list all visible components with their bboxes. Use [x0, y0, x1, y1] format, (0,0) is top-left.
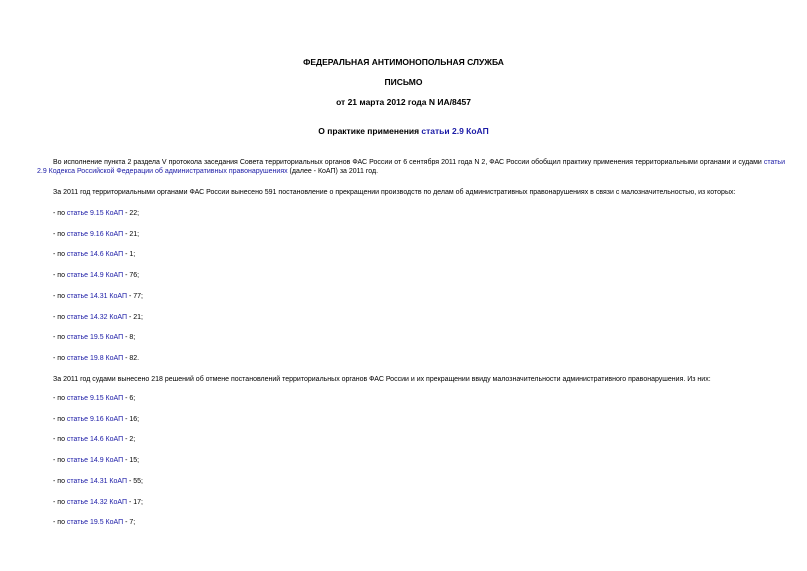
article-link[interactable]: статье 14.31 КоАП	[66, 477, 128, 485]
list-item	[53, 292, 143, 301]
list-item-prefix: - по	[53, 334, 67, 342]
article-link[interactable]: статье 14.31 КоАП	[66, 292, 128, 300]
list-item-prefix: - по	[53, 251, 67, 259]
list-item-count: - 77;	[127, 292, 143, 300]
list-item	[53, 354, 139, 363]
list-item	[53, 518, 135, 527]
article-link[interactable]: статье 9.15 КоАП	[66, 395, 124, 402]
list-item	[53, 313, 143, 322]
koap-article-link[interactable]: статьи 2.9 Кодекса Российской Федерации об административных правонарушениях	[37, 159, 785, 175]
list-item-prefix: - по	[53, 436, 67, 444]
subject-text: О практике применения	[318, 126, 422, 136]
list-item-count: - 8;	[123, 334, 136, 342]
intro-text: Во исполнение пункта 2 раздела V протокола заседания Совета территориальных органов ФАС России от 6 сентября 2011 года N 2, ФАС России обобщил практику применения территориальными органами и судами	[53, 159, 764, 166]
list-item-count: - 15;	[123, 457, 140, 465]
list-item-prefix: - по	[53, 395, 67, 402]
document-subject	[0, 126, 807, 136]
document-date-number: от 21 марта 2012 года N ИА/8457	[336, 97, 471, 107]
list-item-count: - 2;	[123, 436, 136, 444]
list-item	[53, 456, 139, 465]
article-link[interactable]: статье 14.6 КоАП	[66, 436, 124, 444]
list-item-prefix: - по	[53, 210, 67, 217]
list-item-prefix: - по	[53, 313, 67, 321]
list-item	[53, 333, 135, 342]
article-link[interactable]: статье 14.6 КоАП	[66, 251, 124, 259]
list-item-count: - 55;	[127, 477, 143, 485]
list-item-count: - 17;	[127, 498, 143, 506]
document-type: ПИСЬМО	[384, 77, 423, 87]
article-link[interactable]: статье 14.32 КоАП	[66, 498, 128, 506]
court-decisions-paragraph: За 2011 год судами вынесено 218 решений об отмене постановлений территориальных органов ФАС России и их прекращении ввиду малозначительности административного правонарушения. Из них:	[53, 376, 711, 383]
list-item-prefix: - по	[53, 292, 67, 300]
intro-text-end: (далее - КоАП) за 2011 год.	[287, 168, 379, 175]
article-link[interactable]: статье 14.9 КоАП	[66, 457, 124, 465]
list-item-prefix: - по	[53, 457, 67, 465]
article-link[interactable]: статье 9.15 КоАП	[66, 210, 124, 217]
list-item-count: - 16;	[123, 415, 140, 423]
intro-paragraph	[37, 158, 785, 176]
article-link[interactable]: статье 9.16 КоАП	[66, 415, 124, 423]
list-item-prefix: - по	[53, 415, 67, 423]
article-link[interactable]: статье 9.16 КоАП	[66, 230, 124, 238]
article-link[interactable]: статье 19.5 КоАП	[66, 519, 124, 527]
list-item-prefix: - по	[53, 230, 67, 238]
list-item-count: - 21;	[123, 230, 140, 238]
list-item-count: - 21;	[127, 313, 143, 321]
list-item	[53, 415, 139, 424]
article-link[interactable]: статье 14.32 КоАП	[66, 313, 128, 321]
list-item-count: - 82.	[123, 354, 140, 362]
list-item-count: - 6;	[123, 395, 136, 402]
list-item-count: - 1;	[123, 251, 136, 259]
list-item-prefix: - по	[53, 354, 67, 362]
list-item	[53, 435, 135, 444]
list-item	[53, 394, 135, 403]
list-item	[53, 498, 143, 507]
list-item-count: - 22;	[123, 210, 140, 217]
article-link[interactable]: статье 19.8 КоАП	[66, 354, 124, 362]
list-item-prefix: - по	[53, 498, 67, 506]
subject-article-link[interactable]: статьи 2.9 КоАП	[421, 126, 489, 136]
agency-title: ФЕДЕРАЛЬНАЯ АНТИМОНОПОЛЬНАЯ СЛУЖБА	[303, 57, 504, 67]
fas-decisions-paragraph: За 2011 год территориальными органами ФАС России вынесено 591 постановление о прекращении производств по делам об административных правонарушениях в связи с малозначительностью, из которых:	[53, 189, 736, 196]
list-item-count: - 76;	[123, 272, 140, 280]
article-link[interactable]: статье 14.9 КоАП	[66, 272, 124, 280]
list-item	[53, 250, 135, 259]
list-item-prefix: - по	[53, 477, 67, 485]
article-link[interactable]: статье 19.5 КоАП	[66, 334, 124, 342]
list-item	[53, 477, 143, 486]
list-item	[53, 209, 139, 218]
list-item-prefix: - по	[53, 519, 67, 527]
list-item	[53, 271, 139, 280]
list-item-count: - 7;	[123, 519, 136, 527]
list-item-prefix: - по	[53, 272, 67, 280]
list-item	[53, 230, 139, 239]
